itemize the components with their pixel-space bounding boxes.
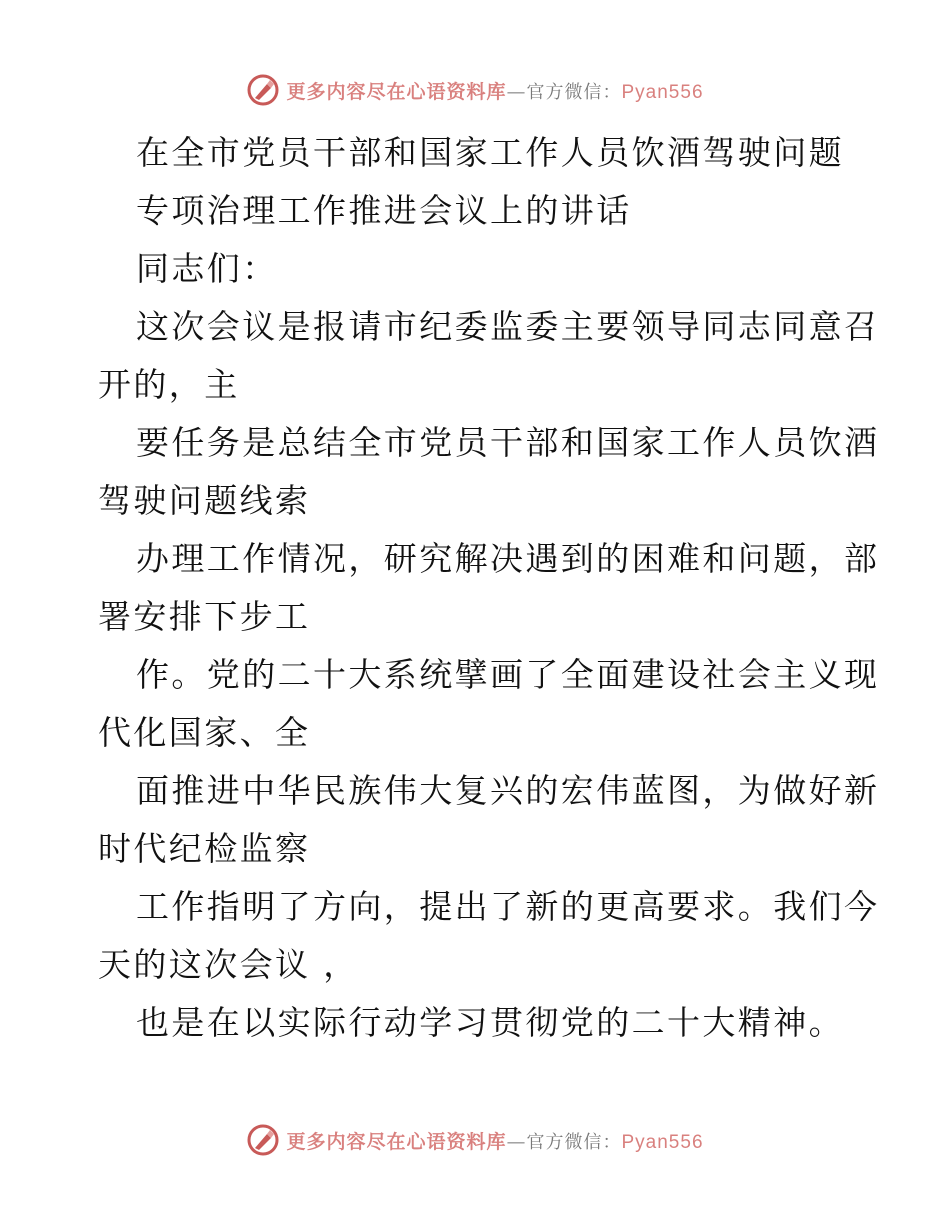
- paragraph-line: 也是在以实际行动学习贯彻党的二十大精神。: [136, 1003, 844, 1042]
- paragraph-line: 工作指明了方向，提出了新的更高要求。我们今: [136, 887, 880, 926]
- document-body: [98, 124, 880, 1052]
- watermark-text: [286, 77, 703, 104]
- paragraph-line: 驾驶问题线索: [98, 481, 311, 520]
- title-line-2: 专项治理工作推进会议上的讲话: [136, 191, 632, 230]
- paragraph-line: 天的这次会议 ，: [98, 945, 359, 984]
- paragraph-line: 时代纪检监察: [98, 829, 311, 868]
- paragraph-line: 办理工作情况，研究解决遇到的困难和问题，部: [136, 539, 880, 578]
- watermark-rest: 官方微信：: [526, 1131, 622, 1153]
- paragraph-line: 这次会议是报请市纪委监委主要领导同志同意召: [136, 307, 880, 346]
- watermark-id: Pyan556: [621, 1131, 704, 1153]
- watermark-separator: —: [506, 1130, 527, 1153]
- watermark-rest: 官方微信：: [526, 81, 622, 103]
- watermark-brand: 更多内容尽在心语资料库: [286, 1130, 507, 1153]
- pen-nib-circle-icon: [246, 73, 280, 107]
- title-line-1: 在全市党员干部和国家工作人员饮酒驾驶问题: [136, 133, 844, 172]
- paragraph-line: 作。党的二十大系统擘画了全面建设社会主义现: [136, 655, 880, 694]
- watermark-brand: 更多内容尽在心语资料库: [286, 80, 507, 103]
- watermark-id: Pyan556: [621, 81, 704, 103]
- footer-watermark: [0, 1120, 950, 1160]
- watermark-separator: —: [506, 80, 527, 103]
- pen-nib-circle-icon: [246, 1123, 280, 1157]
- watermark-text: [286, 1127, 703, 1154]
- paragraph-line: 代化国家、全: [98, 713, 311, 752]
- header-watermark: [0, 70, 950, 110]
- paragraph-line: 署安排下步工: [98, 597, 311, 636]
- paragraph-line: 开的，主: [98, 365, 240, 404]
- salutation: 同志们：: [136, 249, 278, 288]
- paragraph-line: 面推进中华民族伟大复兴的宏伟蓝图，为做好新: [136, 771, 880, 810]
- paragraph-line: 要任务是总结全市党员干部和国家工作人员饮酒: [136, 423, 880, 462]
